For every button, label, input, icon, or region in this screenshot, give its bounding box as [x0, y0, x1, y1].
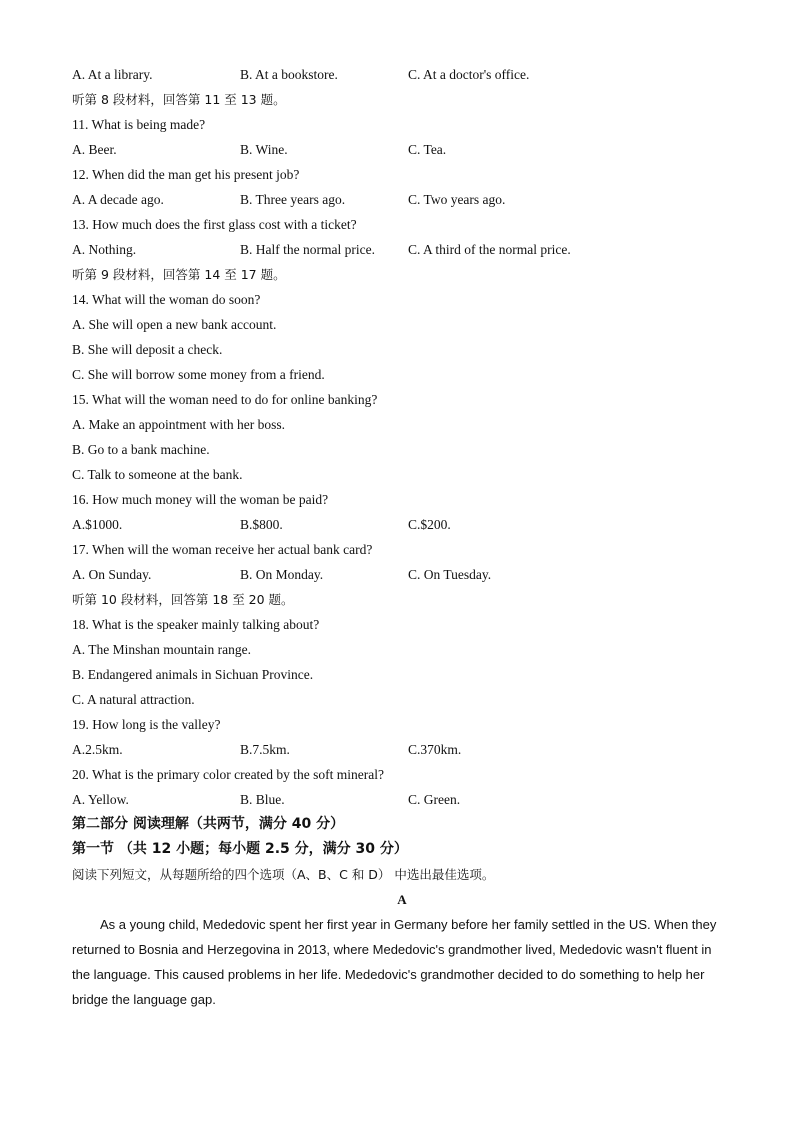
passage-label: A: [397, 892, 407, 907]
question-19: 19. How long is the valley?: [72, 717, 221, 732]
q12-option-b: B. Three years ago.: [240, 192, 346, 207]
passage-paragraph: As a young child, Mededovic spent her first year in Germany before her family settled in the US. When they returned to Bosnia and Herzegovina in 2013, where Mededovic's grandmother lived, Mededovic wasn't fluent in the language. This caused problems in her life. Mededovic's grandmother decided to do something to help her bridge the language gap.: [72, 917, 717, 1007]
q17-option-c: C. On Tuesday.: [408, 567, 492, 582]
q13-options: [72, 237, 732, 262]
q19-options: [72, 737, 732, 762]
section-heading-8: 听第 8 段材料，回答第 11 至 13 题。: [72, 92, 286, 107]
q10-option-a: A. At a library.: [72, 67, 153, 82]
q13-option-c: C. A third of the normal price.: [408, 242, 571, 257]
question-13: 13. How much does the first glass cost with a ticket?: [72, 217, 357, 232]
section-heading-10: 听第 10 段材料，回答第 18 至 20 题。: [72, 592, 294, 607]
q20-option-c: C. Green.: [408, 792, 461, 807]
q15-option-a: A. Make an appointment with her boss.: [72, 417, 285, 432]
q10-option-b: B. At a bookstore.: [240, 67, 338, 82]
q11-option-b: B. Wine.: [240, 142, 288, 157]
q13-option-b: B. Half the normal price.: [240, 242, 375, 257]
question-20: 20. What is the primary color created by the soft mineral?: [72, 767, 385, 782]
q11-option-a: A. Beer.: [72, 142, 117, 157]
q19-option-b: B.7.5km.: [240, 742, 290, 757]
question-17: 17. When will the woman receive her actual bank card?: [72, 542, 373, 557]
q15-option-c: C. Talk to someone at the bank.: [72, 467, 243, 482]
q16-options: [72, 512, 732, 537]
q20-option-a: A. Yellow.: [72, 792, 129, 807]
question-15: 15. What will the woman need to do for online banking?: [72, 392, 378, 407]
question-18: 18. What is the speaker mainly talking about?: [72, 617, 320, 632]
q13-option-a: A. Nothing.: [72, 242, 137, 257]
exam-page: [72, 62, 732, 1012]
q18-option-c: C. A natural attraction.: [72, 692, 195, 707]
q11-option-c: C. Tea.: [408, 142, 447, 157]
q17-options: [72, 562, 732, 587]
q19-option-c: C.370km.: [408, 742, 462, 757]
question-12: 12. When did the man get his present job?: [72, 167, 300, 182]
reading-instructions: 阅读下列短文，从每题所给的四个选项（A、B、C 和 D） 中选出最佳选项。: [72, 867, 495, 882]
part-two-heading: 第二部分 阅读理解（共两节，满分 40 分）: [72, 816, 345, 832]
q16-option-c: C.$200.: [408, 517, 451, 532]
q20-option-b: B. Blue.: [240, 792, 285, 807]
q12-option-c: C. Two years ago.: [408, 192, 506, 207]
question-11: 11. What is being made?: [72, 117, 206, 132]
q14-option-a: A. She will open a new bank account.: [72, 317, 277, 332]
q15-option-b: B. Go to a bank machine.: [72, 442, 210, 457]
q17-option-a: A. On Sunday.: [72, 567, 152, 582]
q12-options: [72, 187, 732, 212]
q19-option-a: A.2.5km.: [72, 742, 123, 757]
q17-option-b: B. On Monday.: [240, 567, 324, 582]
q14-option-b: B. She will deposit a check.: [72, 342, 223, 357]
q18-option-a: A. The Minshan mountain range.: [72, 642, 251, 657]
section-one-heading: 第一节 （共 12 小题；每小题 2.5 分，满分 30 分）: [72, 841, 408, 857]
q14-option-c: C. She will borrow some money from a friend.: [72, 367, 325, 382]
question-16: 16. How much money will the woman be paid?: [72, 492, 329, 507]
q10-option-c: C. At a doctor's office.: [408, 67, 530, 82]
q16-option-a: A.$1000.: [72, 517, 123, 532]
q16-option-b: B.$800.: [240, 517, 283, 532]
q11-options: [72, 137, 732, 162]
q20-options: [72, 787, 732, 812]
q18-option-b: B. Endangered animals in Sichuan Province.: [72, 667, 314, 682]
section-heading-9: 听第 9 段材料，回答第 14 至 17 题。: [72, 267, 286, 282]
q10-options: [72, 62, 732, 87]
question-14: 14. What will the woman do soon?: [72, 292, 261, 307]
q12-option-a: A. A decade ago.: [72, 192, 164, 207]
